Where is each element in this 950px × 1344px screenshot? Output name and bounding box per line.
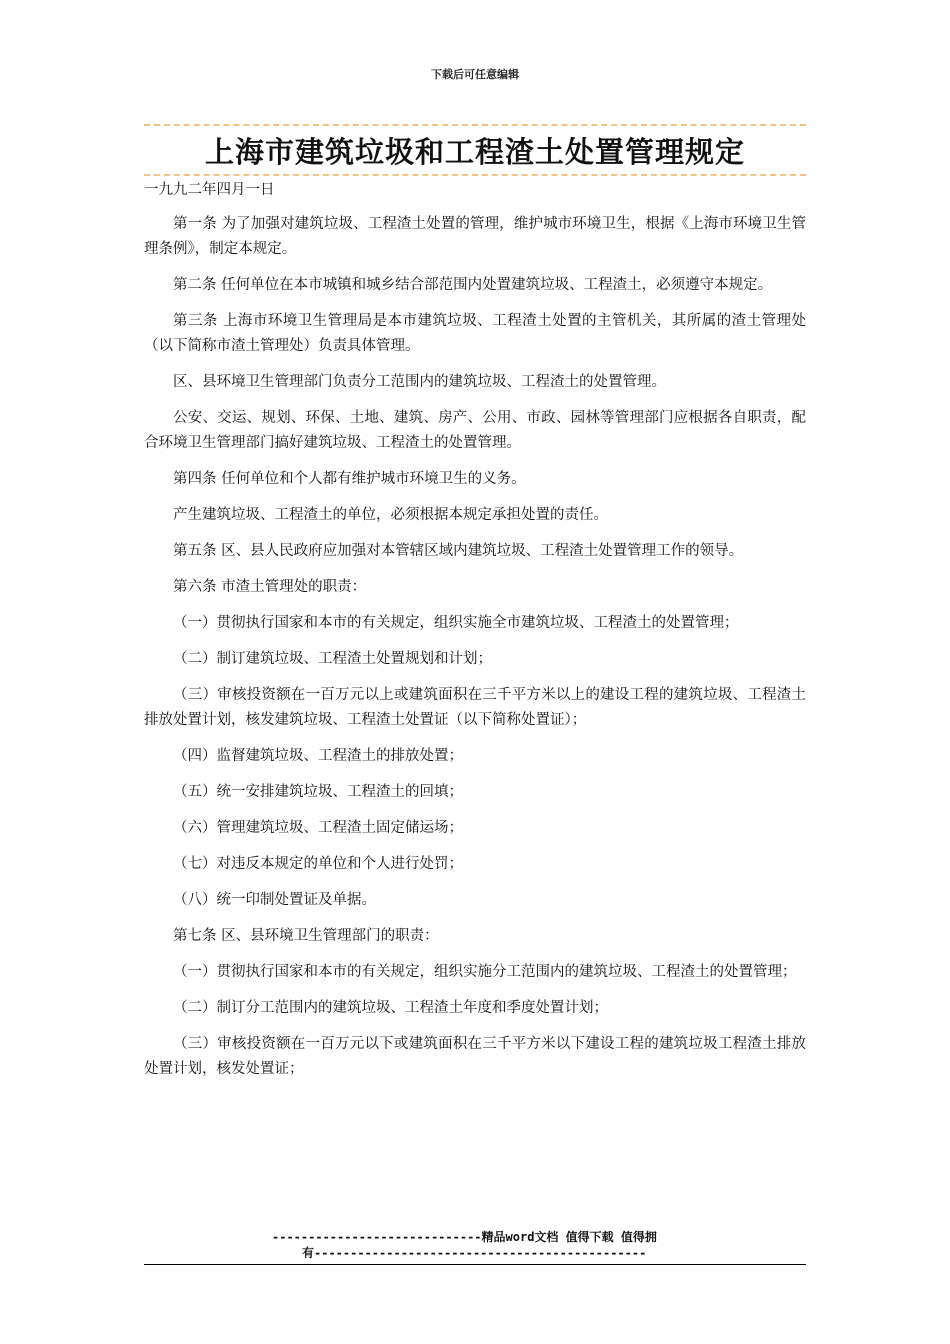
paragraph: 产生建筑垃圾、工程渣土的单位，必须根据本规定承担处置的责任。 xyxy=(173,507,608,523)
paragraph: 第五条 区、县人民政府应加强对本管辖区域内建筑垃圾、工程渣土处置管理工作的领导。 xyxy=(173,543,744,559)
paragraph: （三）审核投资额在一百万元以下或建筑面积在三千平方米以下建设工程的建筑垃圾工程渣土排放处置计划，核发处置证； xyxy=(144,1036,806,1077)
paragraph: 第四条 任何单位和个人都有维护城市环境卫生的义务。 xyxy=(173,471,526,487)
paragraph: （一）贯彻执行国家和本市的有关规定，组织实施全市建筑垃圾、工程渣土的处置管理； xyxy=(173,615,739,631)
header-note: 下载后可任意编辑 xyxy=(431,68,519,81)
paragraph: 第三条 上海市环境卫生管理局是本市建筑垃圾、工程渣土处置的主管机关，其所属的渣土管理处（以下简称市渣土管理处）负责具体管理。 xyxy=(144,313,806,354)
footer-note xyxy=(272,1229,692,1261)
paragraph: 第七条 区、县环境卫生管理部门的职责： xyxy=(173,928,439,944)
paragraph: （二）制订分工范围内的建筑垃圾、工程渣土年度和季度处置计划； xyxy=(173,1000,608,1016)
paragraph: （八）统一印制处置证及单据。 xyxy=(173,892,376,908)
paragraph: （二）制订建筑垃圾、工程渣土处置规划和计划； xyxy=(173,651,492,667)
paragraph: 区、县环境卫生管理部门负责分工范围内的建筑垃圾、工程渣土的处置管理。 xyxy=(173,374,666,390)
paragraph: （七）对违反本规定的单位和个人进行处罚； xyxy=(173,856,463,872)
footer-line-1: -----------------------------精品word文档 值得下载 值得拥 xyxy=(272,1230,657,1244)
footer-rule xyxy=(144,1264,806,1265)
document-body xyxy=(144,178,806,1093)
document-date: 一九九二年四月一日 xyxy=(144,182,275,198)
paragraph: 第二条 任何单位在本市城镇和城乡结合部范围内处置建筑垃圾、工程渣土，必须遵守本规定。 xyxy=(173,277,773,293)
paragraph: （三）审核投资额在一百万元以上或建筑面积在三千平方米以上的建设工程的建筑垃圾、工程渣土排放处置计划，核发建筑垃圾、工程渣土处置证（以下简称处置证）； xyxy=(144,687,806,728)
paragraph: （一）贯彻执行国家和本市的有关规定，组织实施分工范围内的建筑垃圾、工程渣土的处置管理； xyxy=(173,964,797,980)
title-top-divider xyxy=(144,124,806,126)
paragraph: 第一条 为了加强对建筑垃圾、工程渣土处置的管理，维护城市环境卫生，根据《上海市环境卫生管理条例》，制定本规定。 xyxy=(144,216,806,257)
footer-line-2: 有---------------------------------------------- xyxy=(302,1246,647,1260)
paragraph: 第六条 市渣土管理处的职责： xyxy=(173,579,367,595)
paragraph: （五）统一安排建筑垃圾、工程渣土的回填； xyxy=(173,784,463,800)
title-bottom-divider xyxy=(144,174,806,176)
paragraph: 公安、交运、规划、环保、土地、建筑、房产、公用、市政、园林等管理部门应根据各自职责，配合环境卫生管理部门搞好建筑垃圾、工程渣土的处置管理。 xyxy=(144,410,806,451)
paragraph: （六）管理建筑垃圾、工程渣土固定储运场； xyxy=(173,820,463,836)
paragraph: （四）监督建筑垃圾、工程渣土的排放处置； xyxy=(173,748,463,764)
document-title: 上海市建筑垃圾和工程渣土处置管理规定 xyxy=(204,135,745,169)
